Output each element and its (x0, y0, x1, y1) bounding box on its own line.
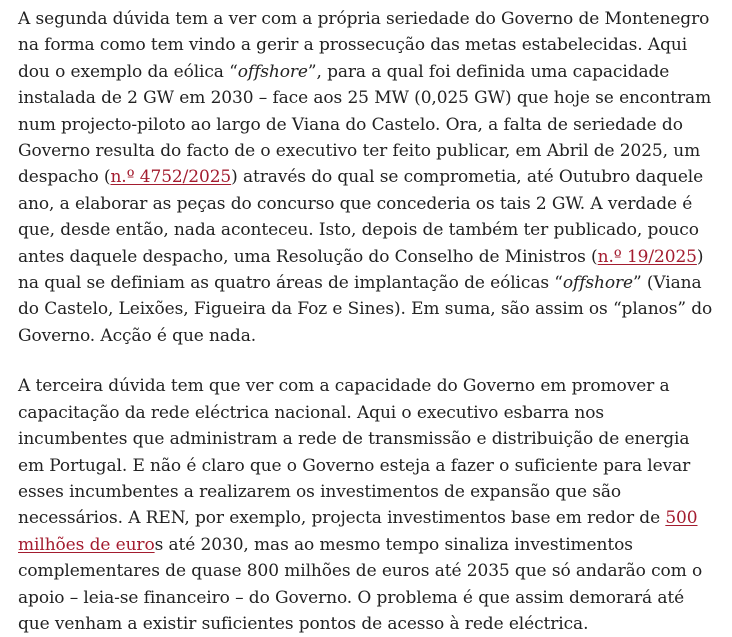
article-body (18, 6, 718, 637)
paragraph-offshore-wind (18, 6, 718, 349)
emphasis-offshore: offshore (562, 273, 633, 294)
link-resolucao-19-2025[interactable]: n.º 19/2025 (597, 246, 697, 267)
link-despacho-4752-2025[interactable]: n.º 4752/2025 (110, 167, 232, 188)
paragraph-text: ) na qual se definiam as quatro áreas de implantação de eólicas “ (18, 246, 704, 294)
paragraph-text: s até 2030, mas ao mesmo tempo sinaliza investimentos complementares de quase 800 milhões de euros até 2035 que só andarão com o apoio – leia-se financeiro – do Governo. O problema é que assim demorará até que venham a existir suficientes pontos de acesso à rede eléctrica. (18, 534, 703, 634)
paragraph-text: ) através do qual se comprometia, até Outubro daquele ano, a elaborar as peças do concurso que concederia os tais 2 GW. A verdade é que, desde então, nada aconteceu. Isto, depois de também ter publicado, pouco antes daquele despacho, uma Resolução do Conselho de Ministros ( (18, 167, 704, 267)
paragraph-text: ”, para a qual foi definida uma capacidade instalada de 2 GW em 2030 – face aos 25 MW (0,025 GW) que hoje se encontram num projecto-piloto ao largo de Viana do Castelo. Ora, a falta de seriedade do Governo resulta do facto de o executivo ter feito publicar, em Abril de 2025, um despacho ( (18, 61, 712, 188)
paragraph-text: A segunda dúvida tem a ver com a própria seriedade do Governo de Montenegro na forma como tem vindo a gerir a prossecução das metas estabelecidas. Aqui dou o exemplo da eólica “ (18, 9, 710, 82)
paragraph-text: ” (Viana do Castelo, Leixões, Figueira da Foz e Sines). Em suma, são assim os “planos” do Governo. Acção é que nada. (18, 273, 713, 346)
link-500-milhoes-euros[interactable]: 500 milhões de euro (18, 508, 698, 555)
emphasis-offshore: offshore (237, 61, 308, 82)
paragraph-grid-capacity (18, 373, 718, 637)
paragraph-text: A terceira dúvida tem que ver com a capacidade do Governo em promover a capacitação da rede eléctrica nacional. Aqui o executivo esbarra nos incumbentes que administram a rede de transmissão e distribuição de energia em Portugal. E não é claro que o Governo esteja a fazer o suficiente para levar esses incumbentes a realizarem os investimentos de expansão que são necessários. A REN, por exemplo, projecta investimentos base em redor de (18, 376, 691, 529)
